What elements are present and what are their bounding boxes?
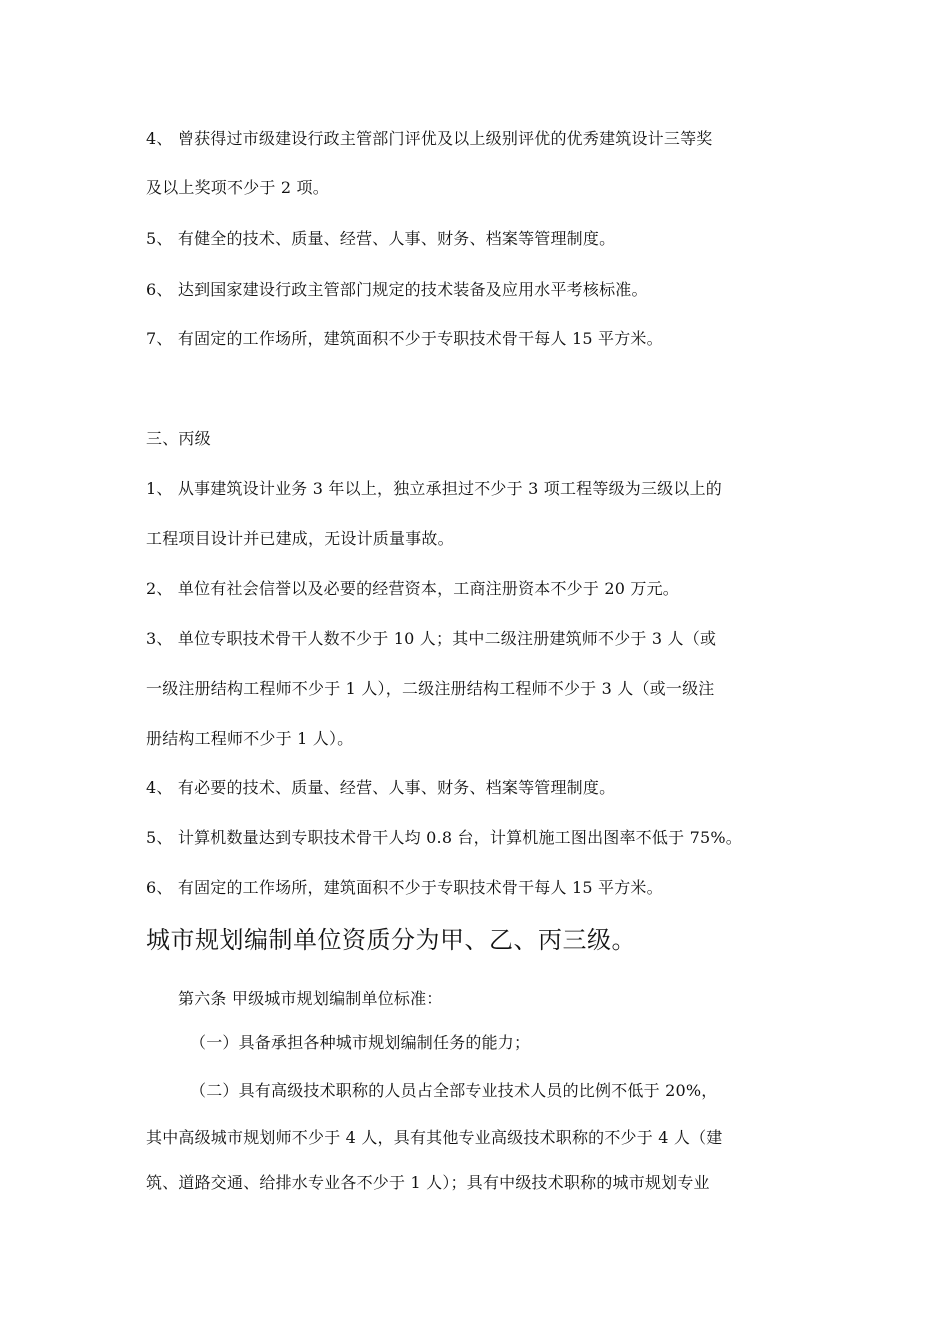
text-line: 1、 从事建筑设计业务 3 年以上，独立承担过不少于 3 项工程等级为三级以上的 bbox=[146, 479, 722, 498]
text-line: 4、 有必要的技术、质量、经营、人事、财务、档案等管理制度。 bbox=[146, 778, 616, 797]
section-heading: 城市规划编制单位资质分为甲、乙、丙三级。 bbox=[146, 926, 636, 954]
article-line: （二）具有高级技术职称的人员占全部专业技术人员的比例不低于 20%， bbox=[190, 1081, 718, 1100]
article-line: 筑、道路交通、给排水专业各不少于 1 人）；具有中级技术职称的城市规划专业 bbox=[146, 1173, 710, 1192]
text-line: 5、 有健全的技术、质量、经营、人事、财务、档案等管理制度。 bbox=[146, 229, 616, 248]
text-line: 一级注册结构工程师不少于 1 人），二级注册结构工程师不少于 3 人（或一级注 bbox=[146, 679, 715, 698]
text-line: 5、 计算机数量达到专职技术骨干人均 0.8 台，计算机施工图出图率不低于 75%。 bbox=[146, 828, 742, 847]
text-line: 4、 曾获得过市级建设行政主管部门评优及以上级别评优的优秀建筑设计三等奖 bbox=[146, 129, 713, 148]
section-title: 三、丙级 bbox=[146, 429, 211, 448]
text-line: 2、 单位有社会信誉以及必要的经营资本，工商注册资本不少于 20 万元。 bbox=[146, 579, 679, 598]
text-line: 6、 达到国家建设行政主管部门规定的技术装备及应用水平考核标准。 bbox=[146, 280, 648, 299]
text-line: 3、 单位专职技术骨干人数不少于 10 人；其中二级注册建筑师不少于 3 人（或 bbox=[146, 629, 717, 648]
article-line: 其中高级城市规划师不少于 4 人，具有其他专业高级技术职称的不少于 4 人（建 bbox=[146, 1128, 723, 1147]
text-line: 6、 有固定的工作场所，建筑面积不少于专职技术骨干每人 15 平方米。 bbox=[146, 878, 663, 897]
text-line: 册结构工程师不少于 1 人）。 bbox=[146, 729, 354, 748]
article-title: 第六条 甲级城市规划编制单位标准： bbox=[178, 989, 443, 1008]
text-line: 及以上奖项不少于 2 项。 bbox=[146, 178, 329, 197]
article-line: （一）具备承担各种城市规划编制任务的能力； bbox=[190, 1033, 531, 1052]
text-line: 工程项目设计并已建成，无设计质量事故。 bbox=[146, 529, 454, 548]
text-line: 7、 有固定的工作场所，建筑面积不少于专职技术骨干每人 15 平方米。 bbox=[146, 329, 663, 348]
